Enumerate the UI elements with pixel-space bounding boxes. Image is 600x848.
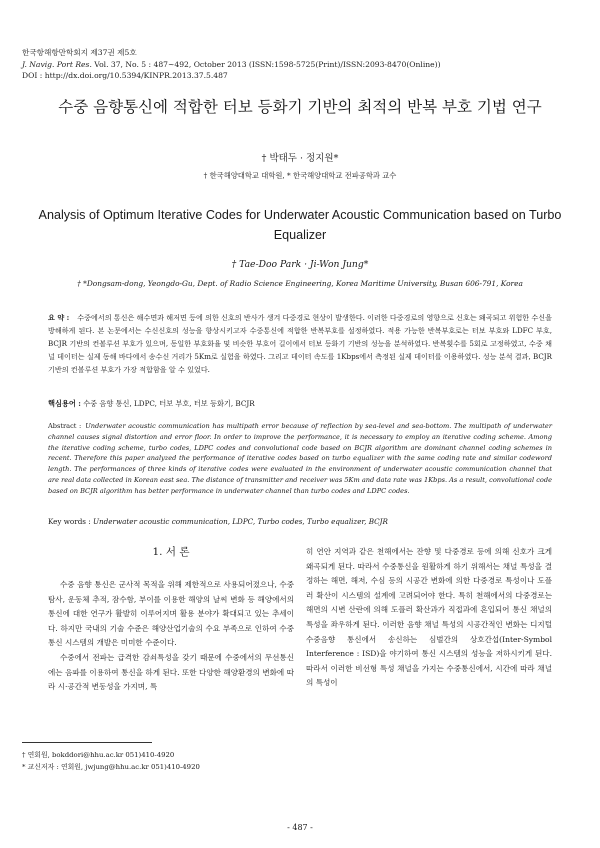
citation-line bbox=[22, 59, 441, 71]
title-english: Analysis of Optimum Iterative Codes for Underwater Acoustic Communication based on Turbo Equalizer bbox=[38, 208, 562, 242]
keywords-korean-text: 수중 음향 통신, LDPC, 터보 부호, 터보 등화기, BCJR bbox=[83, 399, 255, 408]
journal-name-ko: 한국항해항만학회지 제37권 제5호 bbox=[22, 48, 137, 57]
paragraph: 수중 음향 통신은 군사적 목적을 위해 제한적으로 사용되어졌으나, 수중 탐사, 운동체 추적, 잠수함, 부이를 이용한 해양의 날씨 변화 등 해양에서의 통신에 대한 연구가 활발히 이루어지며 활용 분야가 확대되고 있는 추세이다. 하지만 국내의 기술 수준은 해양산업기술의 수요 부족으로 인하여 수중통신 시스템의 개발은 미미한 수준이다. bbox=[48, 580, 294, 648]
affiliation-english: † *Dongsam-dong, Yeongdo-Gu, Dept. of Radio Science Engineering, Korea Maritime University, Busan 606-791, Korea bbox=[77, 279, 523, 288]
keywords-korean-label: 핵심용어 : bbox=[48, 399, 81, 408]
keywords-english bbox=[48, 517, 552, 526]
affiliation-korean: † 한국해양대학교 대학원, * 한국해양대학교 전파공학과 교수 bbox=[203, 171, 397, 180]
keywords-korean bbox=[48, 399, 552, 409]
abstract-english-label: Abstract : bbox=[48, 422, 82, 430]
paragraph: 히 연안 지역과 같은 천해에서는 잔향 및 다중경로 등에 의해 신호가 크게 왜곡되게 된다. 따라서 수중통신을 원활하게 하기 위해서는 채널 특성을 결정하는 해면, 해저, 수심 등의 시공간 변화에 의한 다중경로 특성이나 도플러 확산이 시스템의 설계에 고려되어야 한다. 특히 천해에서의 다중경로는 해면의 시변 산란에 의해 도플러 확산과가 직접과에 혼입되어 통신 채널의 특성을 좌우하게 된다. 이러한 음향 채널 특성의 시공간적인 변화는 디지털 수중음향 통신에서 송신하는 심벌간의 상호간섭(Inter-Symbol Interference : ISD)을 야기하여 통신 시스템의 성능을 저하시키게 된다. 따라서 이러한 비선형 특성 채널을 가지는 수중통신에서, 시간에 따라 채널의 특성이 bbox=[306, 547, 552, 688]
keywords-english-text: Underwater acoustic communication, LDPC, Turbo codes, Turbo equalizer, BCJR bbox=[92, 517, 388, 526]
title-korean: 수중 음향통신에 적합한 터보 등화기 기반의 최적의 반복 부호 기법 연구 bbox=[58, 98, 542, 116]
abstract-english bbox=[48, 421, 552, 497]
keywords-english-label: Key words : bbox=[48, 517, 91, 526]
page-number: - 487 - bbox=[287, 823, 313, 832]
doi-line[interactable]: DOI : http://dx.doi.org/10.5394/KINPR.2013.37.5.487 bbox=[22, 71, 228, 81]
citation-details: Vol. 37, No. 5 : 487~492, October 2013 (ISSN:1598-5725(Print)/ISSN:2093-8470(Online)) bbox=[94, 59, 441, 69]
authors-english: † Tae-Doo Park · Ji-Won Jung* bbox=[231, 259, 369, 270]
abstract-english-text: Underwater acoustic communication has multipath error because of reflection by sea-level and sea-bottom. The multipath of underwater channel causes signal distortion and error floor. In order to improve the performance, it is necessary to employ an iterative coding scheme. Among the iterative coding scheme, turbo codes, LDPC codes and convolutional code based on BCJR algorithm are dominant channel coding schemes in recent. Therefore this paper analyzed the performance of iterative codes based on turbo equalizer with the same coding rate and similar codeword length. The performances of three kinds of iterative codes were evaluated in the environment of underwater acoustic communication channel that are real data collected in Korean east sea. The distance of transmitter and receiver was 5Km and data rate was 1Kbps. As a result, convolutional code based on BCJR algorithm has better performance in underwater channel than turbo codes and LDPC codes. bbox=[48, 422, 552, 495]
abstract-korean bbox=[48, 311, 552, 376]
footnote-divider bbox=[22, 742, 152, 743]
body-left-column bbox=[48, 578, 294, 695]
abstract-korean-text: 수중에서의 통신은 해수면과 해저면 등에 의한 신호의 반사가 생겨 다중경로 현상이 발생한다. 이러한 다중경로의 영향으로 신호는 왜곡되고 위험한 수신을 방해하게 된다. 본 논문에서는 수신신호의 성능을 향상시키고자 수중통신에 적합한 반복부호를 설정하였다. 적용 가능한 반복부호로는 터보 부호와 LDFC 부호, BCJR 기반의 컨볼루션 부호가 있으며, 동일한 부호화율 및 비슷한 부호어 길이에서 터보 등화기 기반의 성능을 분석하였다. 반복횟수를 5회로 고정하였고, 수중 채널 데이터는 실제 동해 바다에서 송수신 거리가 5Km로 실험을 하였다. 그리고 데이터 속도를 1Kbps에서 측정된 실제 데이터를 이용하였다. 성능 분석 결과, BCJR 기반의 컨볼루션 부호가 가장 적합함을 알 수 있었다. bbox=[48, 313, 552, 374]
footnote-author: * 교신저자 : 연회원, jwjung@hhu.ac.kr 051)410-4920 bbox=[22, 763, 200, 771]
abstract-korean-label: 요 약 : bbox=[48, 313, 70, 322]
paragraph: 수중에서 전파는 급격한 감쇠특성을 갖기 때문에 수중에서의 무선통신에는 음파를 이용하여 통신을 하게 된다. 또한 다양한 해양환경의 변화에 따라 시·공간적 변동성을 가지며, 특 bbox=[48, 652, 294, 692]
footnote-corresponding: † 연회원, bokddori@hhu.ac.kr 051)410-4920 bbox=[22, 751, 175, 759]
citation-journal: J. Navig. Port Res. bbox=[22, 59, 92, 69]
authors-korean: † 박태두 · 정지원* bbox=[261, 153, 339, 164]
section-heading-introduction: 1. 서 론 bbox=[152, 546, 190, 558]
journal-header bbox=[22, 47, 441, 82]
body-right-column bbox=[306, 545, 552, 691]
